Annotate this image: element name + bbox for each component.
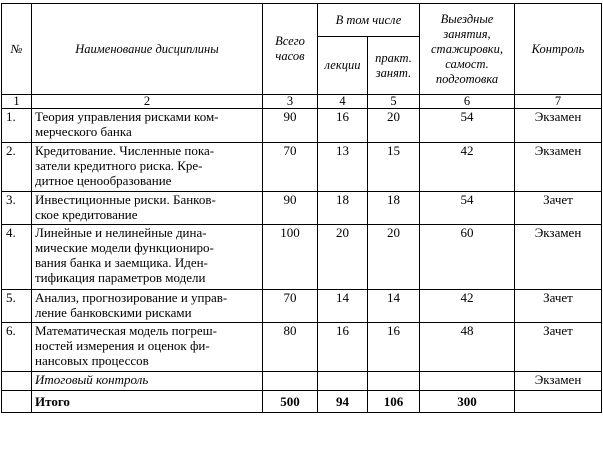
row-number: 2.: [2, 143, 32, 192]
totals-total-hours: 500: [263, 391, 318, 413]
final-control-row: [2, 372, 602, 391]
discipline-name-line: мические модели функциониро-: [35, 240, 214, 255]
discipline-name-line: мерческого банка: [35, 124, 132, 139]
header-field-line3: стажировки,: [430, 41, 503, 56]
control-type: Зачет: [515, 323, 602, 372]
total-hours: 90: [263, 192, 318, 225]
column-number: 1: [2, 95, 32, 109]
discipline-name: [32, 323, 263, 372]
table-row: [2, 323, 602, 372]
discipline-name: [32, 143, 263, 192]
column-number: 6: [420, 95, 515, 109]
discipline-name: [32, 225, 263, 290]
column-number: 5: [368, 95, 420, 109]
header-practice: [368, 37, 420, 95]
field-hours: 54: [420, 109, 515, 143]
final-control-num-cell: [2, 372, 32, 391]
table-row: [2, 143, 602, 192]
lecture-hours: 14: [318, 290, 368, 323]
total-hours: 70: [263, 143, 318, 192]
header-control: Контроль: [515, 4, 602, 95]
totals-practice-hours: 106: [368, 391, 420, 413]
field-hours: 42: [420, 290, 515, 323]
discipline-name-line: нансовых процессов: [35, 353, 149, 368]
column-number: 4: [318, 95, 368, 109]
discipline-name-line: ское кредитование: [35, 207, 138, 222]
practice-hours: 18: [368, 192, 420, 225]
header-field-work: [420, 4, 515, 95]
practice-hours: 14: [368, 290, 420, 323]
header-num: №: [2, 4, 32, 95]
field-hours: 54: [420, 192, 515, 225]
row-number: 4.: [2, 225, 32, 290]
header-field-line2: занятия,: [443, 26, 491, 41]
header-total-line2: часов: [275, 49, 305, 63]
discipline-name-line: Теория управления рисками ком-: [35, 109, 219, 124]
discipline-name-line: Линейные и нелинейные дина-: [35, 225, 207, 240]
final-control-type: Экзамен: [515, 372, 602, 391]
header-total-line1: Всего: [275, 34, 305, 48]
column-number-row: [2, 95, 602, 109]
total-hours: 80: [263, 323, 318, 372]
final-control-empty-cell: [368, 372, 420, 391]
row-number: 3.: [2, 192, 32, 225]
lecture-hours: 16: [318, 109, 368, 143]
discipline-name: [32, 192, 263, 225]
header-row-top: [2, 4, 602, 37]
discipline-name-line: ление банковскими рисками: [35, 305, 192, 320]
field-hours: 42: [420, 143, 515, 192]
control-type: Экзамен: [515, 109, 602, 143]
discipline-name-line: вания банка и заемщика. Иден-: [35, 255, 208, 270]
final-control-empty-cell: [318, 372, 368, 391]
final-control-empty-cell: [420, 372, 515, 391]
table-row: [2, 290, 602, 323]
column-number: 2: [32, 95, 263, 109]
header-field-line5: подготовка: [435, 71, 499, 86]
row-number: 5.: [2, 290, 32, 323]
totals-label: Итого: [32, 391, 263, 413]
total-hours: 70: [263, 290, 318, 323]
table-row: [2, 109, 602, 143]
lecture-hours: 18: [318, 192, 368, 225]
header-lectures: лекции: [318, 37, 368, 95]
control-type: Экзамен: [515, 225, 602, 290]
total-hours: 100: [263, 225, 318, 290]
header-field-line1: Выездные: [440, 11, 494, 26]
final-control-label: Итоговый контроль: [32, 372, 263, 391]
header-practice-line2: занят.: [375, 65, 412, 80]
curriculum-table: [1, 3, 602, 413]
totals-lecture-hours: 94: [318, 391, 368, 413]
final-control-empty-cell: [263, 372, 318, 391]
discipline-name: [32, 109, 263, 143]
field-hours: 48: [420, 323, 515, 372]
lecture-hours: 20: [318, 225, 368, 290]
discipline-name-line: Инвестиционные риски. Банков-: [35, 192, 216, 207]
discipline-name-line: ностей измерения и оценок фи-: [35, 338, 210, 353]
discipline-name-line: затели кредитного риска. Кре-: [35, 158, 203, 173]
header-total-hours: [263, 4, 318, 95]
discipline-name-line: тификация параметров модели: [35, 270, 206, 285]
field-hours: 60: [420, 225, 515, 290]
practice-hours: 20: [368, 225, 420, 290]
row-number: 6.: [2, 323, 32, 372]
table-row: [2, 192, 602, 225]
practice-hours: 15: [368, 143, 420, 192]
totals-control-cell: [515, 391, 602, 413]
total-hours: 90: [263, 109, 318, 143]
header-practice-line1: практ.: [375, 50, 412, 65]
header-discipline-name: Наименование дисциплины: [32, 4, 263, 95]
control-type: Зачет: [515, 192, 602, 225]
totals-field-hours: 300: [420, 391, 515, 413]
practice-hours: 20: [368, 109, 420, 143]
control-type: Зачет: [515, 290, 602, 323]
totals-row: [2, 391, 602, 413]
lecture-hours: 16: [318, 323, 368, 372]
discipline-name-line: Математическая модель погреш-: [35, 323, 217, 338]
header-field-line4: самост.: [445, 56, 489, 71]
lecture-hours: 13: [318, 143, 368, 192]
practice-hours: 16: [368, 323, 420, 372]
row-number: 1.: [2, 109, 32, 143]
discipline-name-line: Анализ, прогнозирование и управ-: [35, 290, 228, 305]
control-type: Экзамен: [515, 143, 602, 192]
discipline-name: [32, 290, 263, 323]
totals-num-cell: [2, 391, 32, 413]
column-number: 3: [263, 95, 318, 109]
discipline-name-line: Кредитование. Численные пока-: [35, 143, 215, 158]
header-including: В том числе: [318, 4, 420, 37]
column-number: 7: [515, 95, 602, 109]
table-row: [2, 225, 602, 290]
discipline-name-line: дитное ценообразование: [35, 173, 172, 188]
